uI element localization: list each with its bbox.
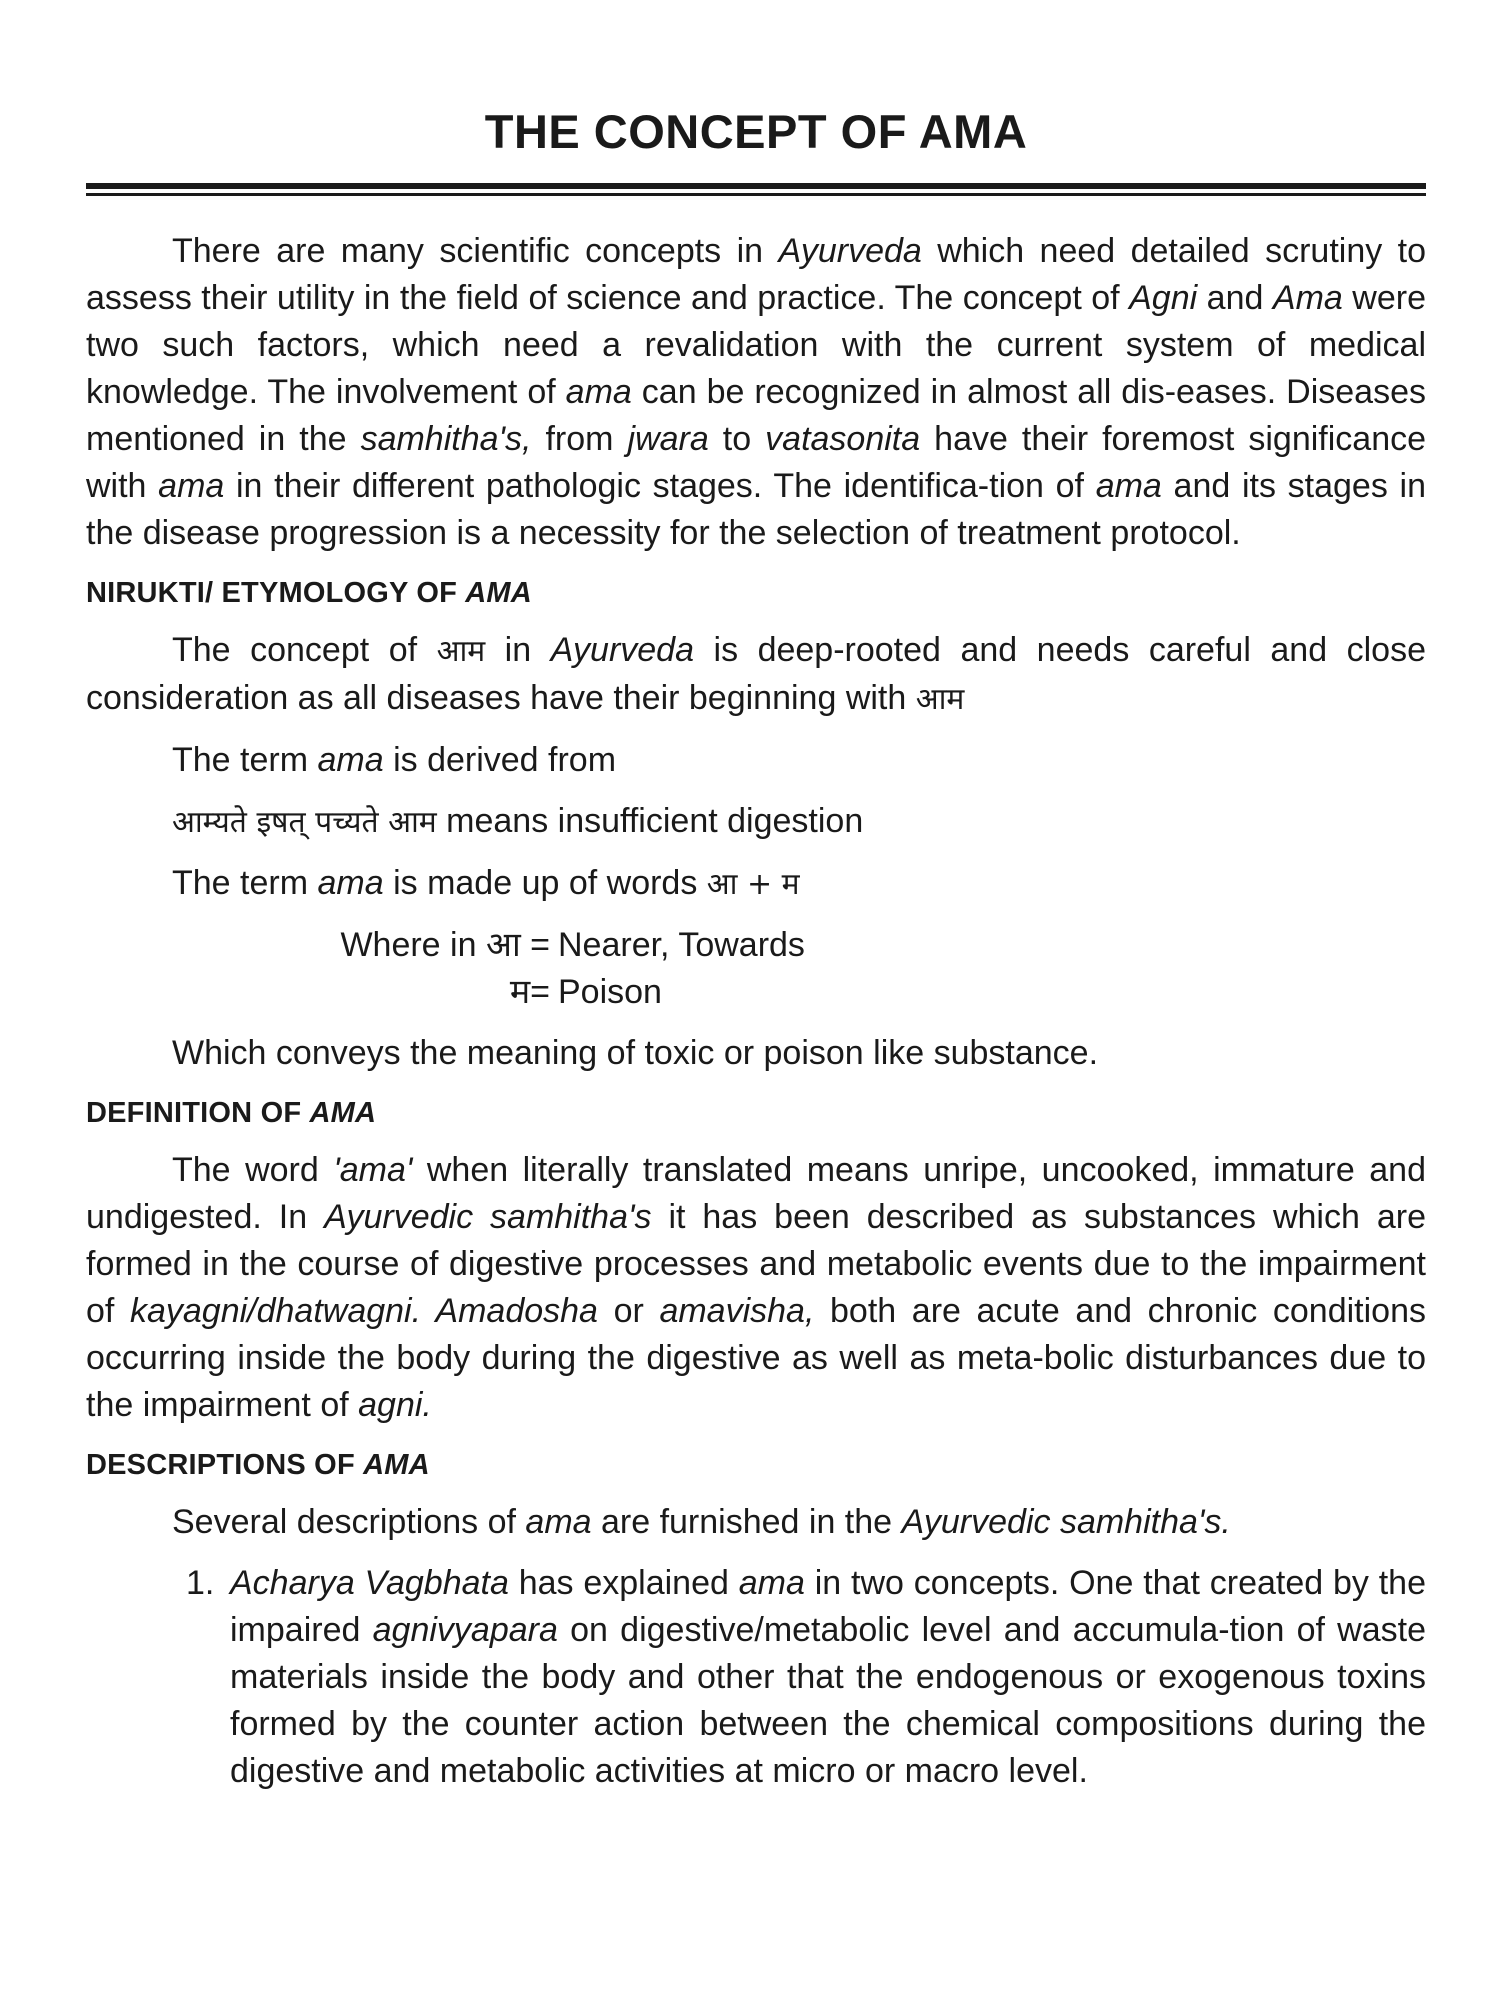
definition-paragraph: The word 'ama' when literally translated means unripe, uncooked, immature and undigested. In Ayurvedic samhitha's it has been described as substances which are formed in the course of digestive processes and metabolic events due to the impairment of kayagni/dhatwagni. Amadosha or amavisha, both are acute and chronic conditions occurring inside the body during the digestive as well as meta-bolic disturbances due to the impairment of agni.	[86, 1151, 1426, 1424]
definition-row-ma: म= Poison	[509, 973, 662, 1011]
document-page	[86, 0, 1426, 2000]
nirukti-paragraph: The concept of आम in Ayurveda is deep-rooted and needs careful and close consideration as all diseases have their beginning with आम	[86, 631, 1426, 717]
sanskrit-derivation-line: आम्यते इषत् पच्यते आम means insufficient digestion	[172, 802, 864, 840]
title-rule-thick	[86, 183, 1426, 189]
list-item-number: 1.	[186, 1564, 215, 1602]
descriptions-intro: Several descriptions of ama are furnished in the Ayurvedic samhitha's.	[172, 1503, 1231, 1541]
definition-row-aa: Where in आ = Nearer, Towards	[340, 926, 805, 964]
list-item-text: Acharya Vagbhata has explained ama in two concepts. One that created by the impaired agnivyapara on digestive/metabolic level and accumula-tion of waste materials inside the body and other that the endogenous or exogenous toxins formed by the counter action between the chemical compositions during the digestive and metabolic activities at micro or macro level.	[230, 1564, 1426, 1790]
title-rule-thin	[86, 193, 1426, 196]
section-heading-nirukti: NIRUKTI/ ETYMOLOGY OF AMA	[86, 577, 532, 609]
conveys-line: Which conveys the meaning of toxic or poison like substance.	[172, 1034, 1099, 1072]
document-body	[86, 228, 1426, 1795]
section-heading-descriptions: DESCRIPTIONS OF AMA	[86, 1449, 430, 1481]
term-derived-line: The term ama is derived from	[172, 741, 617, 779]
term-madeup-line: The term ama is made up of words आ + म	[172, 864, 800, 902]
intro-paragraph: There are many scientific concepts in Ayurveda which need detailed scrutiny to assess their utility in the field of science and practice. The concept of Agni and Ama were two such factors, which need a revalidation with the current system of medical knowledge. The involvement of ama can be recognized in almost all dis-eases. Diseases mentioned in the samhitha's, from jwara to vatasonita have their foremost significance with ama in their different pathologic stages. The identifica-tion of ama and its stages in the disease progression is a necessity for the selection of treatment protocol.	[86, 232, 1427, 552]
page-title: THE CONCEPT OF AMA	[484, 105, 1028, 158]
section-heading-definition: DEFINITION OF AMA	[86, 1097, 377, 1129]
list-item	[186, 1560, 1426, 1795]
